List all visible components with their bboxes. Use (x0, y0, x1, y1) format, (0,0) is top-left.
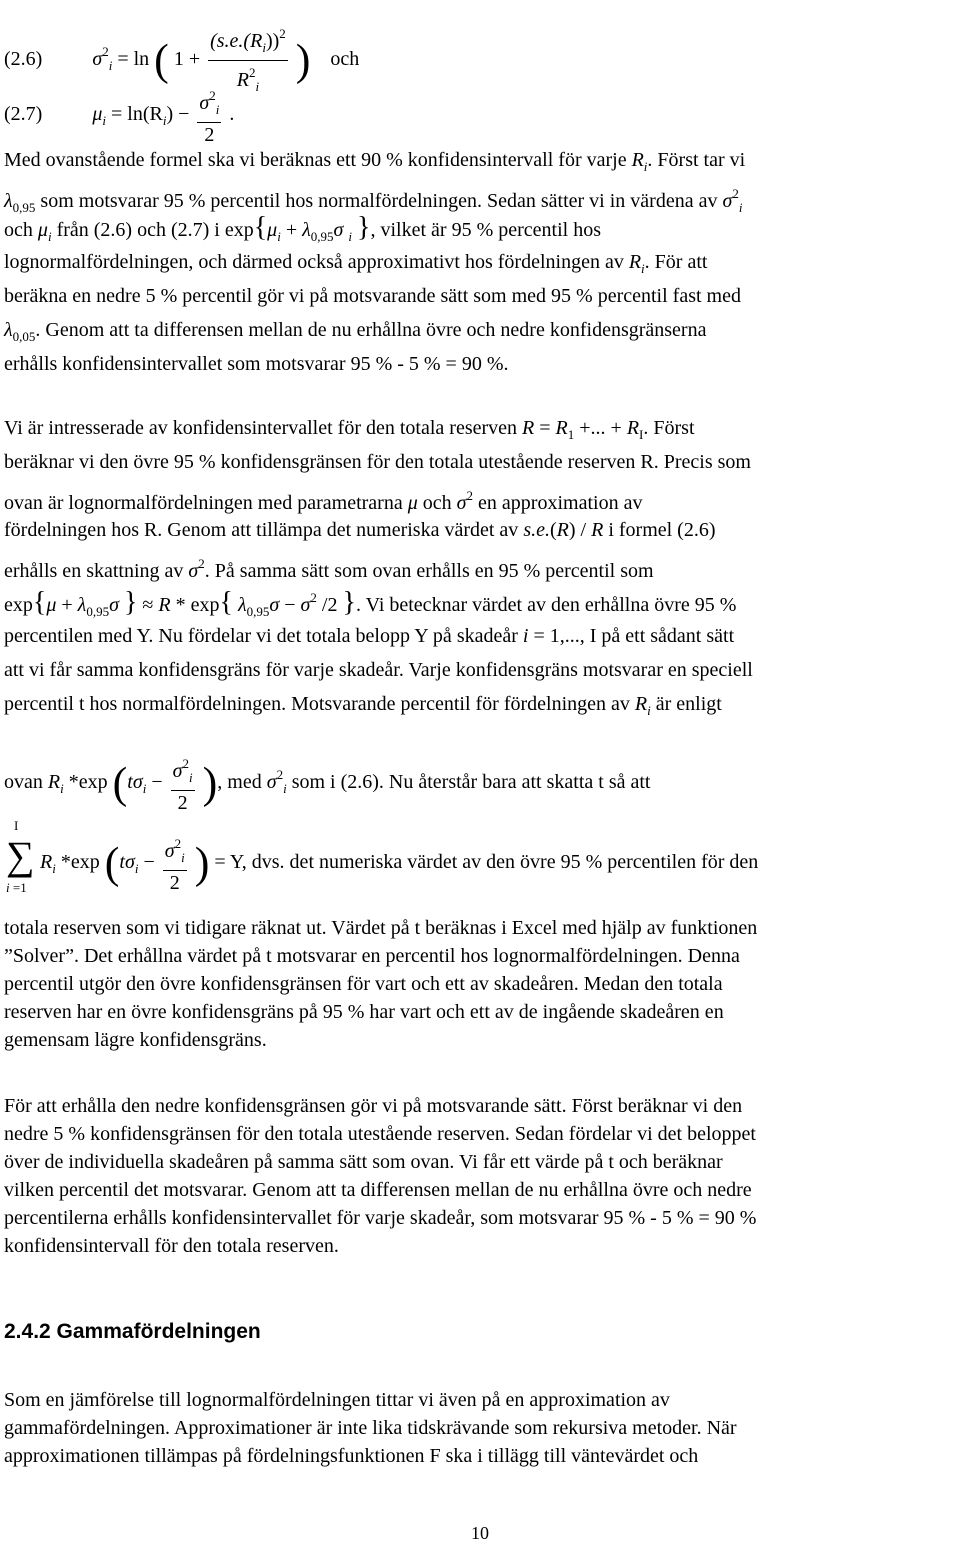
fraction-denominator: 2 (204, 124, 215, 146)
one-plus: 1 + (173, 48, 201, 71)
text-line (4, 916, 757, 940)
text-span: beräkna en nedre 5 % percentil gör vi på motsvarande sätt som med 95 % percentil fast med (4, 285, 741, 307)
text-span: konfidensintervall för den totala reserven. (4, 1235, 339, 1257)
text-span: . Vi betecknar värdet av den erhållna övre 95 % (355, 594, 737, 616)
text-span: . På samma sätt som ovan erhålls en 95 % percentil som (204, 560, 654, 582)
text-span: ovan (4, 771, 48, 794)
text-span: percentil t hos normalfördelningen. Motsvarande percentil för fördelningen av (4, 693, 635, 715)
text-line (4, 1444, 698, 1468)
text-line: $\exp\{\mu + \lambda_{0,95}\sigma$ } ≈ R * exp{ $\lambda_{0,95}\sigma - \sigma^2$ /2 }. Vi betecknar värdet av den erhållna övre 95 % (4, 587, 737, 619)
mu-symbol: μ (92, 103, 103, 126)
text-span: och (4, 219, 38, 241)
text-span: beräknar vi den övre 95 % konfidensgränsen för den totala utestående reserven R. Precis som (4, 451, 751, 473)
text-span: över de individuella skadeåren på samma sätt som ovan. Vi får ett värde på t och beräknar (4, 1151, 723, 1173)
section-heading: 2.4.2 Gammafördelningen (4, 1320, 261, 1343)
text-line (4, 972, 723, 996)
text-line: $\lambda_{0,95}$ som motsvarar 95 % percentil hos normalfördelningen. Sedan sätter vi in värdena av $\sigma^2_i$ (4, 186, 743, 215)
text-span: i formel (2.6) (608, 519, 716, 541)
fraction: $\frac{\sigma^2_i}{2}$ (197, 84, 221, 147)
text-span: är enligt (655, 693, 722, 715)
text-span: gemensam lägre konfidensgräns. (4, 1029, 267, 1051)
text-line: och $\mu_i$ från (2.6) och (2.7) i $\exp\{\mu_i + \lambda_{0,95}\sigma$ $_i$ }, vilket är 95 % percentil hos (4, 212, 601, 244)
text-line (4, 1388, 670, 1412)
text-span: approximationen tillämpas på fördelningsfunktionen F ska i tillägg till väntevärdet och (4, 1445, 699, 1467)
text-span: som motsvarar 95 % percentil hos normalfördelningen. Sedan sätter vi in värdena av (40, 190, 723, 212)
sigma-symbol: σ (92, 48, 103, 71)
text-line (4, 450, 751, 474)
fraction-denominator: R (236, 69, 249, 91)
text-span: nedre 5 % konfidensgränsen för den totala utestående reserven. Sedan fördelar vi det beloppet (4, 1123, 756, 1145)
minus-sign: − (178, 103, 190, 126)
equation-2-7: (2.7) $\mu_i = \ln(R_i)$ − $\frac{\sigma^2_i}{2}$ . (4, 84, 234, 147)
text-span: , vilket är 95 % percentil hos (370, 219, 601, 241)
text-line: $R_i$ *exp ($t\sigma_i$ − $\frac{\sigma^2_i}{2}$ ) = Y, dvs. det numeriska värdet av den övre 95 % percentilen för den (40, 832, 758, 895)
text-span: . För att (644, 251, 708, 273)
text-span: en approximation av (478, 492, 643, 514)
summation-symbol: ∑ (6, 833, 35, 878)
text-line (4, 1234, 339, 1258)
numerator-close: )) (265, 30, 280, 52)
text-line (4, 1094, 742, 1118)
text-line: Vi är intresserade av konfidensintervallet för den totala reserven $R = R_1$ +... + $R_I$. Först (4, 417, 695, 442)
text-span: som i (2.6). Nu återstår bara att skatta t så att (291, 771, 651, 794)
equation-2-6: (2.6) $\sigma^2_i = \ln$ ( 1 + $\frac{(s.e.(R_i))^2}{R^2_i}$ ) och (4, 22, 359, 99)
text-span: fördelningen hos R. Genom att tillämpa det numeriska värdet av (4, 519, 524, 541)
text-line (4, 1028, 267, 1052)
och-word: och (330, 48, 360, 71)
ln-close: ) (166, 103, 174, 126)
text-line: erhålls en skattning av $\sigma^2$. På samma sätt som ovan erhålls en 95 % percentil som (4, 556, 654, 582)
text-span: Vi är intresserade av konfidensintervallet för den totala reserven (4, 417, 523, 439)
text-span: ”Solver”. Det erhållna värdet på t motsvarar en percentil hos lognormalfördelningen. Denna (4, 945, 740, 967)
text-span: percentilerna erhålls konfidensintervallet för varje skadeår, som motsvarar 95 % - 5 % = 90 % (4, 1207, 757, 1229)
text-span: från (2.6) och (2.7) i exp (56, 219, 254, 241)
text-span: . Först tar vi (647, 149, 746, 171)
ln-operator: = ln (117, 48, 150, 71)
text-line: percentilen med Y. Nu fördelar vi det totala belopp Y på skadeår i = 1,..., I på ett sådant sätt (4, 625, 735, 647)
text-span: För att erhålla den nedre konfidensgränsen gör vi på motsvarande sätt. Först beräknar vi den (4, 1095, 743, 1117)
page-number: 10 (471, 1523, 489, 1543)
text-line: fördelningen hos R. Genom att tillämpa det numeriska värdet av s.e.(R) / R i formel (2.6) (4, 519, 716, 541)
text-line (4, 1206, 756, 1230)
text-span: och (422, 492, 457, 514)
equation-label: (2.6) (4, 48, 43, 71)
text-span: Som en jämförelse till lognormalfördelningen tittar vi även på en approximation av (4, 1389, 670, 1411)
fraction-numerator: σ (199, 92, 210, 114)
text-line: $\lambda_{0,05}$. Genom att ta differensen mellan de nu erhållna övre och nedre konfidensgränserna (4, 319, 707, 344)
summation-upper: I (14, 818, 19, 833)
text-span: percentilen med Y. Nu fördelar vi det totala belopp Y på skadeår (4, 625, 523, 647)
text-line (4, 284, 741, 308)
equation-label: (2.7) (4, 103, 43, 126)
text-line: Med ovanstående formel ska vi beräknas ett 90 % konfidensintervall för varje $R_i$. Först tar vi (4, 149, 746, 174)
text-line: lognormalfördelningen, och därmed också approximativt hos fördelningen av $R_i$. För att (4, 251, 708, 276)
text-line (4, 1000, 724, 1024)
text-line: ovan är lognormalfördelningen med parametrarna μ och $\sigma^2$ en approximation av (4, 488, 643, 514)
period: . (229, 103, 235, 126)
text-span: reserven har en övre konfidensgräns på 95 % har vart och ett av de ingående skadeåren en (4, 1001, 724, 1023)
text-span: . Genom att ta differensen mellan de nu erhållna övre och nedre konfidensgränserna (35, 319, 707, 341)
text-span: , med (217, 771, 267, 794)
text-span: att vi får samma konfidensgräns för varje skadeår. Varje konfidensgräns motsvarar en speciell (4, 659, 753, 681)
fraction: $\frac{(s.e.(R_i))^2}{R^2_i}$ (208, 22, 288, 99)
fraction-numerator: (s.e.(R (210, 30, 263, 52)
summation-lower: i =1 (6, 880, 27, 895)
text-span: på ett sådant sätt (601, 625, 735, 647)
text-line (4, 1150, 723, 1174)
text-span: vilken percentil det motsvarar. Genom att ta differensen mellan de nu erhållna övre och nedre (4, 1179, 752, 1201)
text-line (4, 1416, 737, 1440)
text-line (4, 352, 509, 376)
text-line: percentil t hos normalfördelningen. Motsvarande percentil för fördelningen av $R_i$ är enligt (4, 693, 722, 718)
text-line (4, 944, 740, 968)
text-line (4, 1122, 756, 1146)
text-span: = Y, dvs. det numeriska värdet av den övre 95 % percentilen för den (209, 851, 759, 874)
text-span: lognormalfördelningen, och därmed också approximativt hos fördelningen av (4, 251, 629, 273)
text-line: ovan $R_i$ *exp ($t\sigma_i$ − $\frac{\sigma^2_i}{2}$ ), med $\sigma^2_i$ som i (2.6). Nu återstår bara att skatta t så att (4, 752, 650, 815)
text-span: ovan är lognormalfördelningen med parametrarna (4, 492, 408, 514)
text-span: gammafördelningen. Approximationer är inte lika tidskrävande som rekursiva metoder. När (4, 1417, 737, 1439)
text-span: . Först (643, 417, 695, 439)
text-span: totala reserven som vi tidigare räknat ut. Värdet på t beräknas i Excel med hjälp av funktionen (4, 917, 758, 939)
text-span: percentil utgör den övre konfidensgränsen för vart och ett av skadeåren. Medan den totala (4, 973, 723, 995)
text-span: erhålls en skattning av (4, 560, 189, 582)
text-line (4, 1178, 752, 1202)
ln-expression: = ln(R (111, 103, 163, 126)
text-line (4, 658, 753, 682)
text-span: Med ovanstående formel ska vi beräknas ett 90 % konfidensintervall för varje (4, 149, 632, 171)
text-span: erhålls konfidensintervallet som motsvarar 95 % - 5 % = 90 %. (4, 353, 509, 375)
